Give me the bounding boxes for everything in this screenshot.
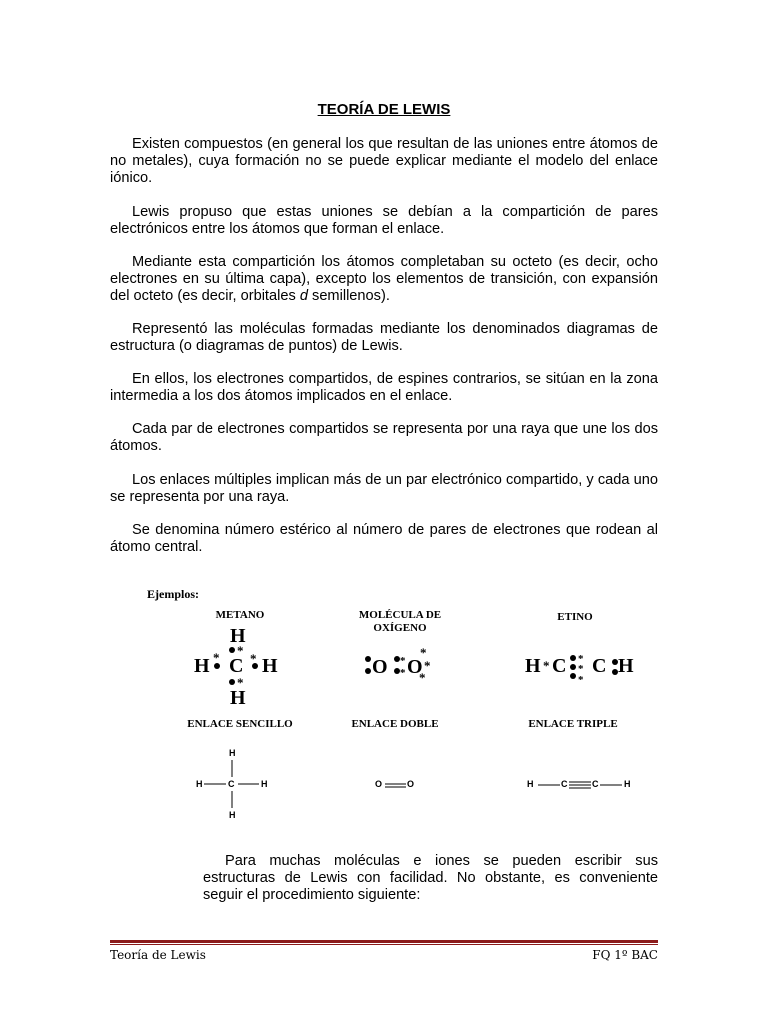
footer-rule-thin (110, 944, 658, 945)
footer-left: Teoría de Lewis (110, 948, 206, 962)
oxygen-o-left: O (372, 656, 388, 678)
paragraph-2: Lewis propuso que estas uniones se debían a la compartición de pares electrónicos entre los átomos que forman el enlace. (110, 204, 658, 237)
label-enlace-sencillo: ENLACE SENCILLO (187, 718, 293, 730)
page-title: TEORÍA DE LEWIS (317, 101, 451, 118)
svg-text:*: * (237, 643, 244, 658)
label-oxigeno: MOLÉCULA DE OXÍGENO (358, 609, 442, 634)
paragraph-3-italic: d (299, 288, 308, 304)
methane-struct-h-left: H (196, 779, 203, 789)
methane-h-bottom: H (230, 687, 246, 709)
footer-rule-thick (110, 940, 658, 943)
methane-struct-h-top: H (229, 748, 236, 758)
paragraph-3-text: Mediante esta compartición los átomos completaban su octeto (es decir, ocho electrones en su última capa), excepto los elementos de transición, con expansión del octeto (es decir, orbitales (110, 254, 658, 304)
oxygen-o-right: O (407, 656, 423, 678)
svg-text:*: * (420, 647, 427, 660)
oxygen-electrons (362, 647, 442, 687)
svg-text:*: * (578, 674, 584, 686)
ethyne-h-right: H (618, 655, 634, 677)
ethyne-c-right: C (592, 655, 607, 677)
svg-text:*: * (250, 651, 257, 666)
methane-struct-h-right: H (261, 779, 268, 789)
paragraph-7: Los enlaces múltiples implican más de un par electrónico compartido, y cada uno se representa por una raya. (110, 472, 658, 505)
methane-struct-h-bottom: H (229, 810, 236, 820)
paragraph-3 (110, 254, 658, 305)
oxygen-struct-o-right: O (407, 779, 415, 789)
svg-text:*: * (578, 653, 584, 665)
svg-text:*: * (213, 650, 220, 665)
svg-text:*: * (419, 670, 426, 685)
paragraph-6: Cada par de electrones compartidos se representa por una raya que une los dos átomos. (110, 421, 658, 454)
paragraph-5: En ellos, los electrones compartidos, de espines contrarios, se sitúan en la zona intermedia a los dos átomos implicados en el enlace. (110, 371, 658, 404)
ethyne-struct-c-left: C (561, 779, 568, 789)
label-enlace-triple: ENLACE TRIPLE (528, 718, 618, 730)
paragraph-4: Representó las moléculas formadas mediante los denominados diagramas de estructura (o diagramas de puntos) de Lewis. (110, 321, 658, 354)
ethyne-bonds (535, 779, 630, 791)
methane-h-left: H (194, 655, 210, 677)
label-metano: METANO (215, 609, 265, 621)
methane-h-right: H (262, 655, 278, 677)
methane-h-top: H (230, 625, 246, 647)
ethyne-struct-c-right: C (592, 779, 599, 789)
paragraph-3-end: semillenos). (312, 288, 390, 304)
svg-text:*: * (578, 663, 584, 675)
methane-bonds (190, 745, 270, 820)
ethyne-h-left: H (525, 655, 541, 677)
methane-electrons (210, 640, 270, 690)
methane-c: C (229, 655, 244, 677)
paragraph-final: Para muchas moléculas e iones se pueden escribir sus estructuras de Lewis con facilidad. No obstante, es conveniente seguir el procedimiento siguiente: (203, 853, 658, 903)
ethyne-c-left: C (552, 655, 567, 677)
footer-right: FQ 1º BAC (592, 948, 658, 962)
svg-text:*: * (424, 658, 431, 673)
label-enlace-doble: ENLACE DOBLE (351, 718, 439, 730)
svg-text:*: * (400, 667, 406, 679)
oxygen-double-bond (384, 781, 408, 791)
ethyne-electrons (540, 645, 620, 690)
ethyne-struct-h-right: H (624, 779, 631, 789)
figure-heading: Ejemplos: (147, 587, 199, 601)
lewis-examples-figure (140, 585, 660, 825)
ethyne-struct-h-left: H (527, 779, 534, 789)
label-etino: ETINO (557, 611, 593, 623)
svg-text:*: * (543, 658, 550, 673)
paragraph-1: Existen compuestos (en general los que resultan de las uniones entre átomos de no metales), cuya formación no se puede explicar mediante el modelo del enlace iónico. (110, 136, 658, 186)
paragraph-8: Se denomina número estérico al número de pares de electrones que rodean al átomo central. (110, 522, 658, 555)
svg-text:*: * (237, 675, 244, 690)
svg-text:*: * (400, 655, 406, 667)
oxygen-struct-o-left: O (375, 779, 383, 789)
methane-struct-c: C (228, 779, 235, 789)
